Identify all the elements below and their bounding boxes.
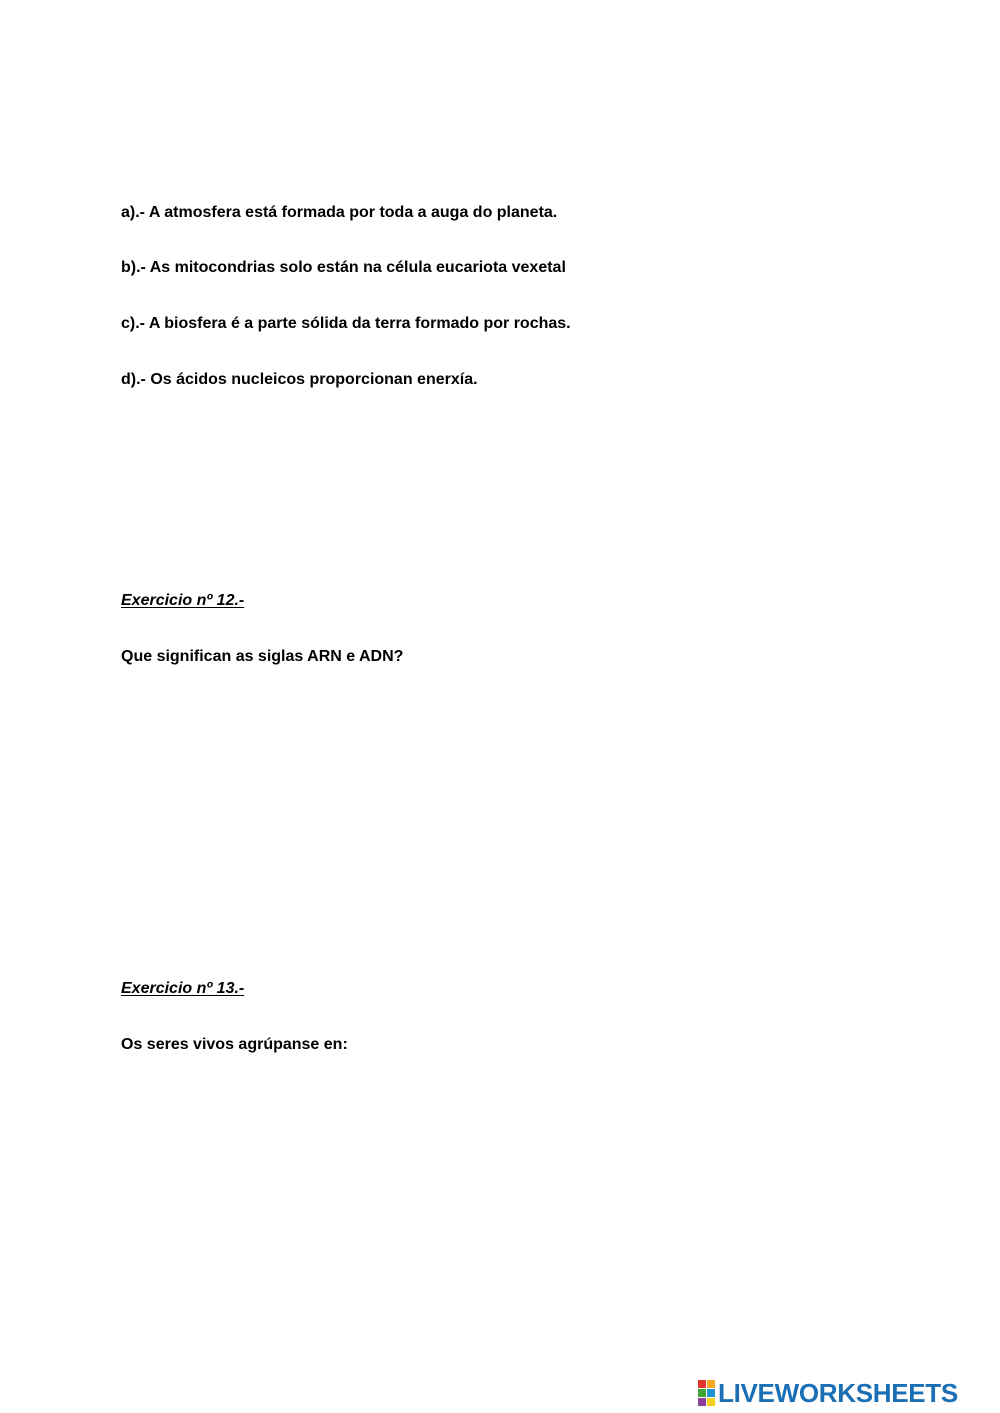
exercise-13-question: Os seres vivos agrúpanse en:	[121, 1036, 348, 1053]
statement-a: a).- A atmosfera está formada por toda a auga do planeta.	[121, 204, 558, 221]
liveworksheets-blocks-icon	[698, 1380, 715, 1406]
exercise-12-heading: Exercicio nº 12.-	[121, 592, 245, 609]
liveworksheets-brand-text: LIVEWORKSHEETS	[718, 1378, 958, 1408]
statement-c: c).- A biosfera é a parte sólida da terra formado por rochas.	[121, 315, 571, 332]
statement-d: d).- Os ácidos nucleicos proporcionan enerxía.	[121, 371, 478, 388]
exercise-13-heading: Exercicio nº 13.-	[121, 980, 245, 997]
exercise-12-question: Que significan as siglas ARN e ADN?	[121, 648, 404, 665]
statement-b: b).- As mitocondrias solo están na célula eucariota vexetal	[121, 259, 566, 276]
liveworksheets-logo	[698, 1378, 958, 1408]
